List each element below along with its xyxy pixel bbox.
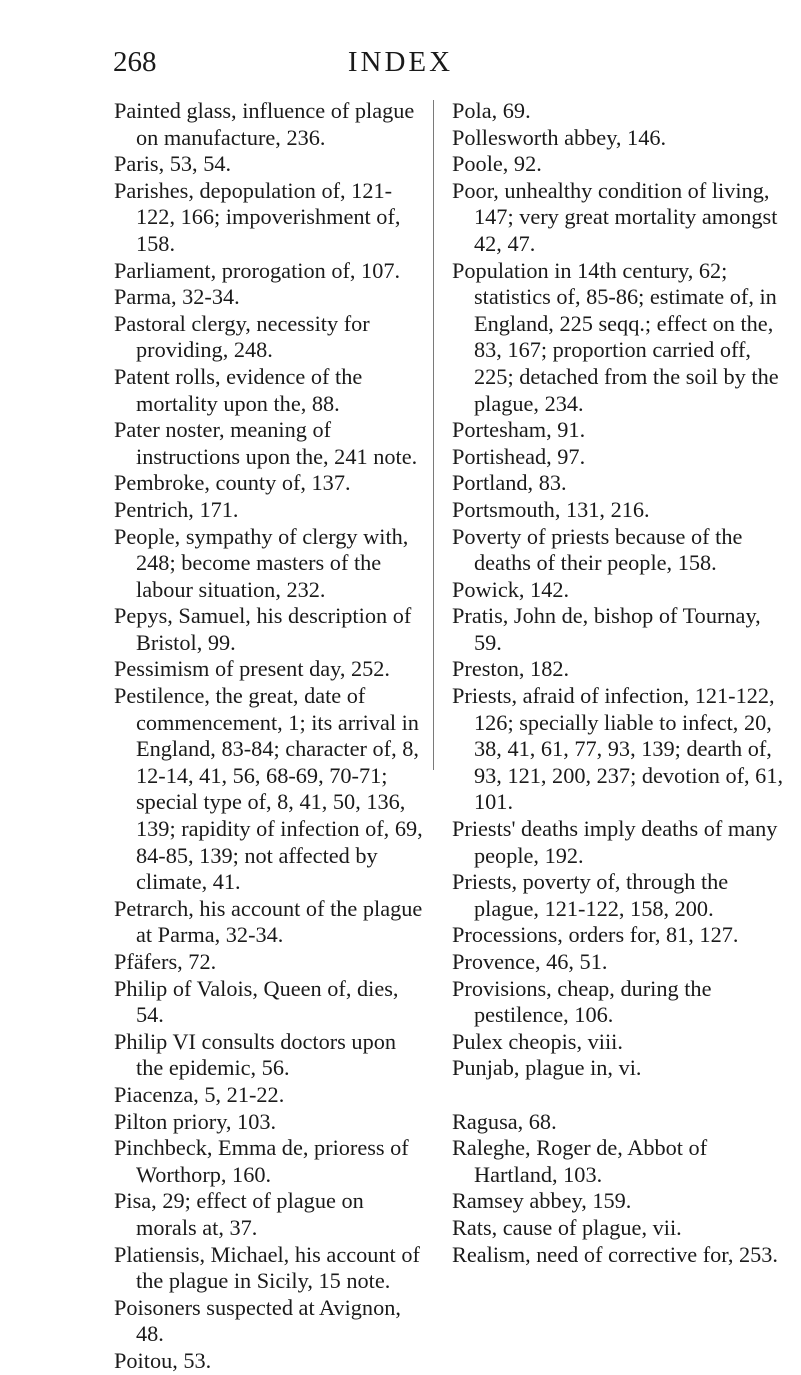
index-entry: Platiensis, Michael, his account of the plague in Sicily, 15 note. [114,1241,420,1294]
index-entry: Pisa, 29; effect of plague on morals at, 37. [114,1188,364,1240]
index-entry: Pfäfers, 72. [114,949,217,974]
index-entry: Parma, 32-34. [114,284,240,310]
page-header [0,42,801,82]
index-entry: Raleghe, Roger de, Abbot of Hartland, 103. [452,1135,708,1187]
index-entry: Portland, 83. [452,470,567,496]
index-entry: Portsmouth, 131, 216. [452,496,650,522]
index-entry: Patent rolls, evidence of the mortality upon the, 88. [114,363,363,416]
index-entry: Pinchbeck, Emma de, prioress of Worthorp, 160. [114,1135,409,1187]
index-entry: Realism, need of corrective for, 253. [452,1241,779,1267]
index-entry: Poverty of priests because of the deaths of their people, 158. [452,523,743,576]
index-entry: Pulex cheopis, viii. [452,1028,623,1054]
index-entry: Pastoral clergy, necessity for providing, 248. [114,310,370,363]
index-entry: Pilton priory, 103. [114,1108,277,1134]
index-entry: Painted glass, influence of plague on manufacture, 236. [114,98,415,150]
index-entry: Paris, 53, 54. [114,151,232,177]
index-entry: Pater noster, meaning of instructions upon the, 241 note. [114,417,418,469]
index-entry: Pepys, Samuel, his description of Bristol, 99. [114,603,412,655]
index-entry: Punjab, plague in, vi. [452,1055,642,1081]
running-head-title: INDEX [347,46,454,78]
index-entry: Pembroke, county of, 137. [114,470,351,496]
index-entry: Processions, orders for, 81, 127. [452,922,739,948]
page-number: 268 [113,46,157,78]
index-entry: Pollesworth abbey, 146. [452,124,667,150]
index-entry: Poisoners suspected at Avignon, 48. [114,1294,401,1347]
index-entry: People, sympathy of clergy with, 248; become masters of the labour situation, 232. [114,523,409,602]
index-entry: Pentrich, 171. [114,496,239,522]
index-entry: Population in 14th century, 62; statistics of, 85-86; estimate of, in England, 225 seqq.; effect on the, 83, 167; proportion carried off, 225; detached from the soil by the plague, 234. [452,257,779,416]
index-column-left [114,98,424,1375]
index-entry: Ragusa, 68. [452,1108,557,1134]
index-entry: Priests, afraid of infection, 121-122, 126; specially liable to infect, 20, 38, 41, 61, 77, 93, 139; dearth of, 93, 121, 200, 237; devotion of, 61, 101. [452,683,784,815]
index-entry: Provence, 46, 51. [452,949,608,974]
index-entry: Parliament, prorogation of, 107. [114,257,401,283]
index-entry: Philip of Valois, Queen of, dies, 54. [114,975,399,1028]
index-entry: Portesham, 91. [452,417,586,443]
index-entry: Pestilence, the great, date of commencement, 1; its arrival in England, 83-84; character of, 8, 12-14, 41, 56, 68-69, 70-71; special type of, 8, 41, 50, 136, 139; rapidity of infection of, 69, 84-85, 139; not affected by climate, 41. [114,683,423,895]
column-divider [433,100,434,770]
index-entry: Pratis, John de, bishop of Tournay, 59. [452,603,761,655]
index-entry: Provisions, cheap, during the pestilence, 106. [452,975,712,1028]
index-entry: Portishead, 97. [452,443,586,469]
index-entry: Petrarch, his account of the plague at Parma, 32-34. [114,895,423,948]
index-entry: Pessimism of present day, 252. [114,656,390,682]
index-entry: Powick, 142. [452,576,570,602]
index-entry: Priests' deaths imply deaths of many people, 192. [452,816,778,868]
index-entry: Philip VI consults doctors upon the epidemic, 56. [114,1028,397,1081]
index-entry: Ramsey abbey, 159. [452,1188,632,1214]
index-entry: Rats, cause of plague, vii. [452,1214,682,1240]
index-entry: Pola, 69. [452,98,531,123]
index-entry: Poor, unhealthy condition of living, 147; very great mortality amongst 42, 47. [452,177,778,256]
index-entry: Piacenza, 5, 21-22. [114,1081,285,1107]
index-entry: Parishes, depopulation of, 121-122, 166; impoverishment of, 158. [114,177,401,256]
index-entry: Poitou, 53. [114,1347,212,1373]
index-entry: Poole, 92. [452,151,542,177]
index-entry: Preston, 182. [452,656,570,682]
index-column-right [452,98,786,1268]
index-entry: Priests, poverty of, through the plague, 121-122, 158, 200. [452,869,729,921]
